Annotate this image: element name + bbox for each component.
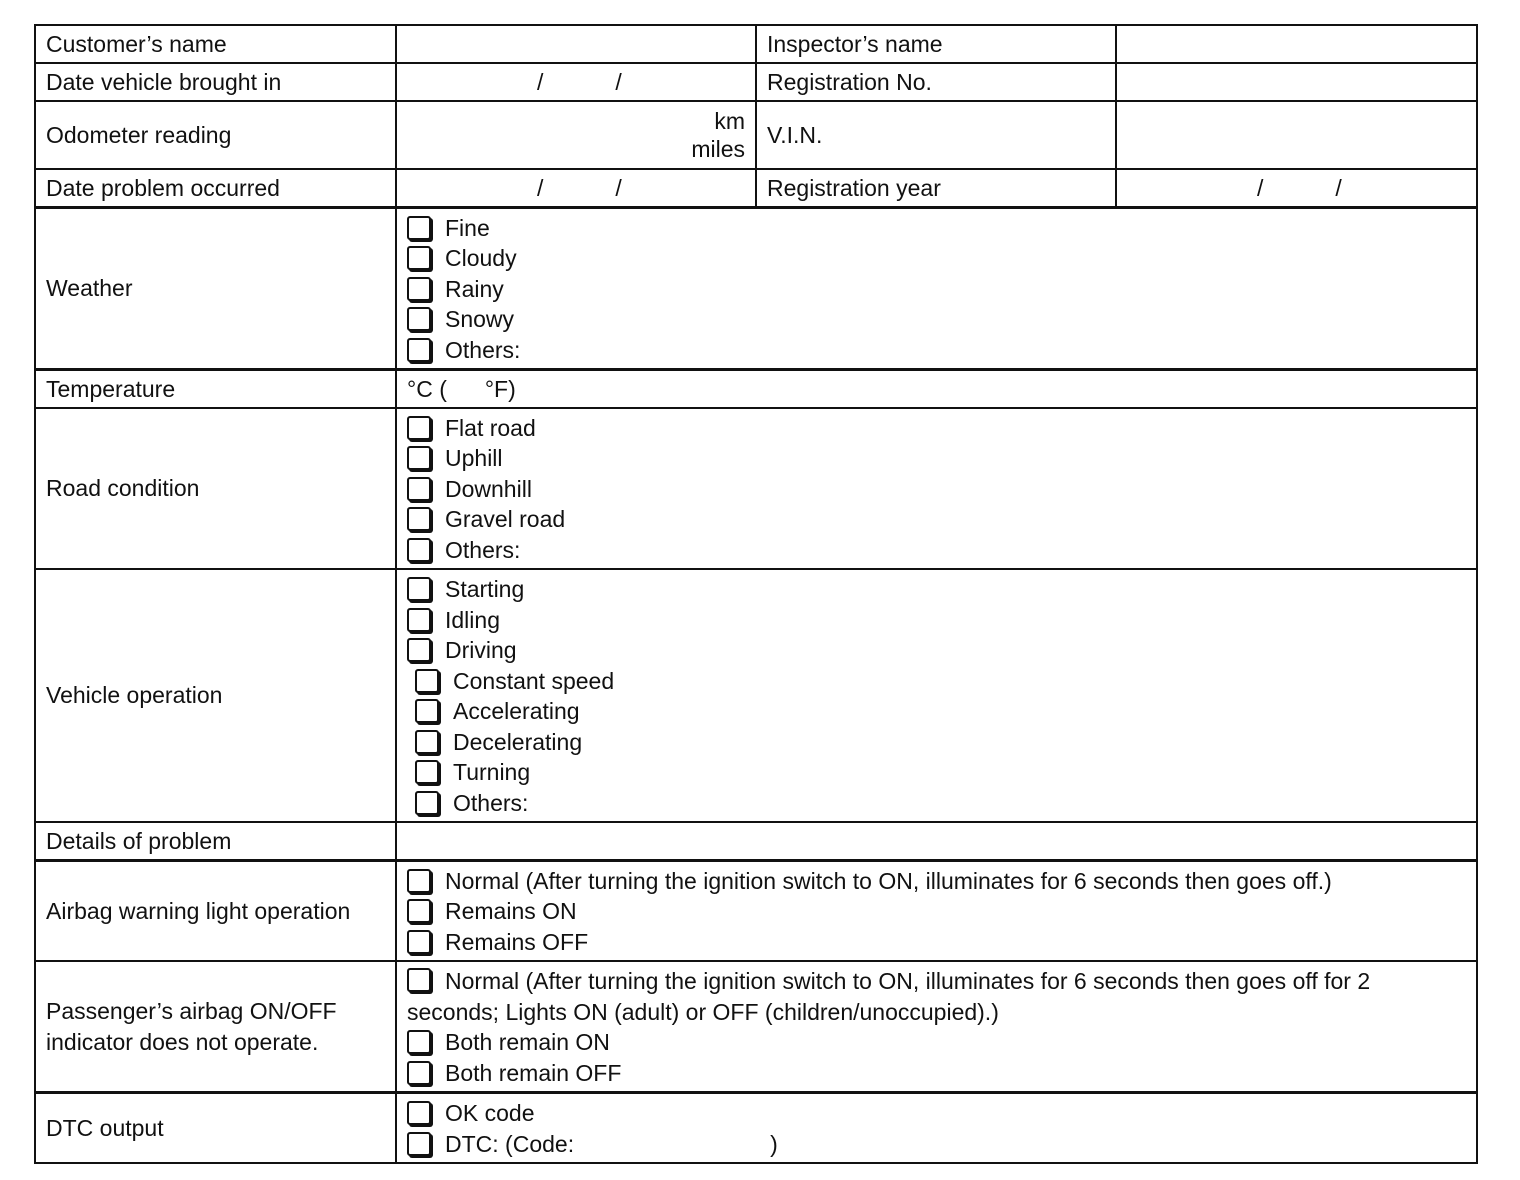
option-label: Normal (After turning the ignition switch to ON, illuminates for 6 seconds then goes off.) xyxy=(445,867,1332,894)
airbag-light-label: Airbag warning light operation xyxy=(35,860,396,961)
date-separator: / xyxy=(615,174,622,201)
registration-year-label: Registration year xyxy=(756,169,1116,207)
checkbox-icon[interactable] xyxy=(407,869,431,893)
option-remains-on[interactable] xyxy=(407,896,1466,927)
option-label: Gravel road xyxy=(445,506,566,532)
checkbox-icon[interactable] xyxy=(407,1061,431,1085)
option-snowy[interactable] xyxy=(407,304,1466,335)
date-separator: / xyxy=(537,68,544,95)
vin-field[interactable] xyxy=(1116,101,1477,169)
unit-miles: miles xyxy=(691,136,745,162)
option-label: Both remain OFF xyxy=(445,1059,622,1086)
option-flat-road[interactable] xyxy=(407,413,1466,444)
odometer-label: Odometer reading xyxy=(35,101,396,169)
option-dtc-code[interactable] xyxy=(407,1129,1466,1160)
option-label: Flat road xyxy=(445,414,536,441)
row-weather xyxy=(35,207,1477,370)
fahrenheit-unit: °F) xyxy=(484,375,516,402)
option-remains-off[interactable] xyxy=(407,927,1466,958)
checkbox-icon[interactable] xyxy=(407,1132,431,1156)
date-brought-in-label: Date vehicle brought in xyxy=(35,63,396,101)
option-label: Others: xyxy=(453,789,529,816)
row-date-problem xyxy=(35,169,1477,207)
option-label: Normal (After turning the ignition switch to ON, illuminates for 6 seconds then goes off for 2 seconds; Lights ON (adult) or OFF (children/unoccupied).) xyxy=(407,968,1371,1025)
checkbox-icon[interactable] xyxy=(415,791,439,815)
checkbox-icon[interactable] xyxy=(407,507,431,531)
option-fine[interactable] xyxy=(407,213,1466,244)
option-label: Uphill xyxy=(445,445,503,471)
option-decelerating[interactable] xyxy=(407,727,1466,758)
date-problem-label: Date problem occurred xyxy=(35,169,396,207)
temperature-field[interactable] xyxy=(396,370,1477,408)
row-passenger-indicator xyxy=(35,961,1477,1093)
date-problem-field[interactable] xyxy=(396,169,756,207)
row-odometer xyxy=(35,101,1477,169)
registration-no-label: Registration No. xyxy=(756,63,1116,101)
unit-km: km xyxy=(714,108,745,134)
checkbox-icon[interactable] xyxy=(407,1101,431,1125)
dtc-options xyxy=(396,1093,1477,1164)
date-separator: / xyxy=(1335,174,1342,201)
option-others[interactable] xyxy=(407,535,1466,566)
checkbox-icon[interactable] xyxy=(415,760,439,784)
checkbox-icon[interactable] xyxy=(407,416,431,440)
details-label: Details of problem xyxy=(35,822,396,860)
option-label: DTC: (Code: xyxy=(445,1130,575,1157)
option-idling[interactable] xyxy=(407,605,1466,636)
row-vehicle-operation xyxy=(35,569,1477,822)
weather-options xyxy=(396,207,1477,370)
row-dtc xyxy=(35,1093,1477,1164)
row-temperature xyxy=(35,370,1477,408)
option-label: Rainy xyxy=(445,275,504,302)
inspector-name-label: Inspector’s name xyxy=(756,25,1116,63)
airbag-light-options xyxy=(396,860,1477,961)
option-label: Turning xyxy=(453,759,531,785)
option-label: Others: xyxy=(445,536,521,563)
option-ok-code[interactable] xyxy=(407,1098,1466,1129)
registration-no-field[interactable] xyxy=(1116,63,1477,101)
row-details xyxy=(35,822,1477,860)
customer-name-field[interactable] xyxy=(396,25,756,63)
option-starting[interactable] xyxy=(407,574,1466,605)
dtc-closing-paren: ) xyxy=(770,1130,778,1157)
details-field[interactable] xyxy=(396,822,1477,860)
option-label: OK code xyxy=(445,1100,535,1126)
option-driving[interactable] xyxy=(407,635,1466,666)
checkbox-icon[interactable] xyxy=(407,1030,431,1054)
road-options xyxy=(396,408,1477,570)
registration-year-field[interactable] xyxy=(1116,169,1477,207)
checkbox-icon[interactable] xyxy=(415,730,439,754)
option-rainy[interactable] xyxy=(407,274,1466,305)
vin-label: V.I.N. xyxy=(756,101,1116,169)
option-label: Constant speed xyxy=(453,667,615,694)
option-turning[interactable] xyxy=(407,757,1466,788)
date-separator: / xyxy=(537,174,544,201)
option-downhill[interactable] xyxy=(407,474,1466,505)
checkbox-icon[interactable] xyxy=(407,577,431,601)
option-gravel-road[interactable] xyxy=(407,504,1466,535)
checkbox-icon[interactable] xyxy=(407,899,431,923)
vehicle-operation-label: Vehicle operation xyxy=(35,569,396,822)
option-label: Accelerating xyxy=(453,698,580,724)
inspector-name-field[interactable] xyxy=(1116,25,1477,63)
temperature-label: Temperature xyxy=(35,370,396,408)
checkbox-icon[interactable] xyxy=(407,216,431,240)
option-cloudy[interactable] xyxy=(407,243,1466,274)
row-airbag-light xyxy=(35,860,1477,961)
option-label: Snowy xyxy=(445,306,515,332)
date-brought-in-field[interactable] xyxy=(396,63,756,101)
celsius-unit: °C ( xyxy=(407,375,447,402)
option-label: Driving xyxy=(445,637,517,663)
checkbox-icon[interactable] xyxy=(407,968,431,992)
option-label: Remains OFF xyxy=(445,928,589,955)
option-both-remain-off[interactable] xyxy=(407,1058,1466,1089)
checkbox-icon[interactable] xyxy=(407,930,431,954)
option-label: Others: xyxy=(445,336,521,363)
weather-label: Weather xyxy=(35,207,396,370)
option-label: Starting xyxy=(445,576,525,602)
option-label: Decelerating xyxy=(453,728,583,755)
customer-name-label: Customer’s name xyxy=(35,25,396,63)
road-condition-label: Road condition xyxy=(35,408,396,570)
option-uphill[interactable] xyxy=(407,443,1466,474)
option-others[interactable] xyxy=(407,788,1466,819)
checkbox-icon[interactable] xyxy=(415,669,439,693)
date-separator: / xyxy=(1257,174,1264,201)
checkbox-icon[interactable] xyxy=(407,307,431,331)
option-label: Remains ON xyxy=(445,898,577,924)
row-date-in xyxy=(35,63,1477,101)
checkbox-icon[interactable] xyxy=(407,608,431,632)
option-normal[interactable] xyxy=(407,966,1466,1027)
diagnostic-worksheet xyxy=(34,24,1478,1164)
row-customer xyxy=(35,25,1477,63)
checkbox-icon[interactable] xyxy=(407,538,431,562)
checkbox-icon[interactable] xyxy=(407,477,431,501)
checkbox-icon[interactable] xyxy=(407,277,431,301)
odometer-field[interactable] xyxy=(396,101,756,169)
checkbox-icon[interactable] xyxy=(407,338,431,362)
option-label: Downhill xyxy=(445,475,532,502)
option-label: Both remain ON xyxy=(445,1029,610,1055)
date-separator: / xyxy=(615,68,622,95)
option-label: Idling xyxy=(445,606,500,633)
option-others[interactable] xyxy=(407,335,1466,366)
operation-options xyxy=(396,569,1477,822)
row-road xyxy=(35,408,1477,570)
option-label: Fine xyxy=(445,214,490,241)
checkbox-icon[interactable] xyxy=(407,246,431,270)
checkbox-icon[interactable] xyxy=(407,638,431,662)
checkbox-icon[interactable] xyxy=(407,446,431,470)
checkbox-icon[interactable] xyxy=(415,699,439,723)
option-constant-speed[interactable] xyxy=(407,666,1466,697)
option-accelerating[interactable] xyxy=(407,696,1466,727)
option-normal[interactable] xyxy=(407,866,1466,897)
dtc-output-label: DTC output xyxy=(35,1093,396,1164)
passenger-indicator-label: Passenger’s airbag ON/OFF indicator does not operate. xyxy=(35,961,396,1093)
passenger-indicator-options xyxy=(396,961,1477,1093)
option-label: Cloudy xyxy=(445,245,517,271)
option-both-remain-on[interactable] xyxy=(407,1027,1466,1058)
